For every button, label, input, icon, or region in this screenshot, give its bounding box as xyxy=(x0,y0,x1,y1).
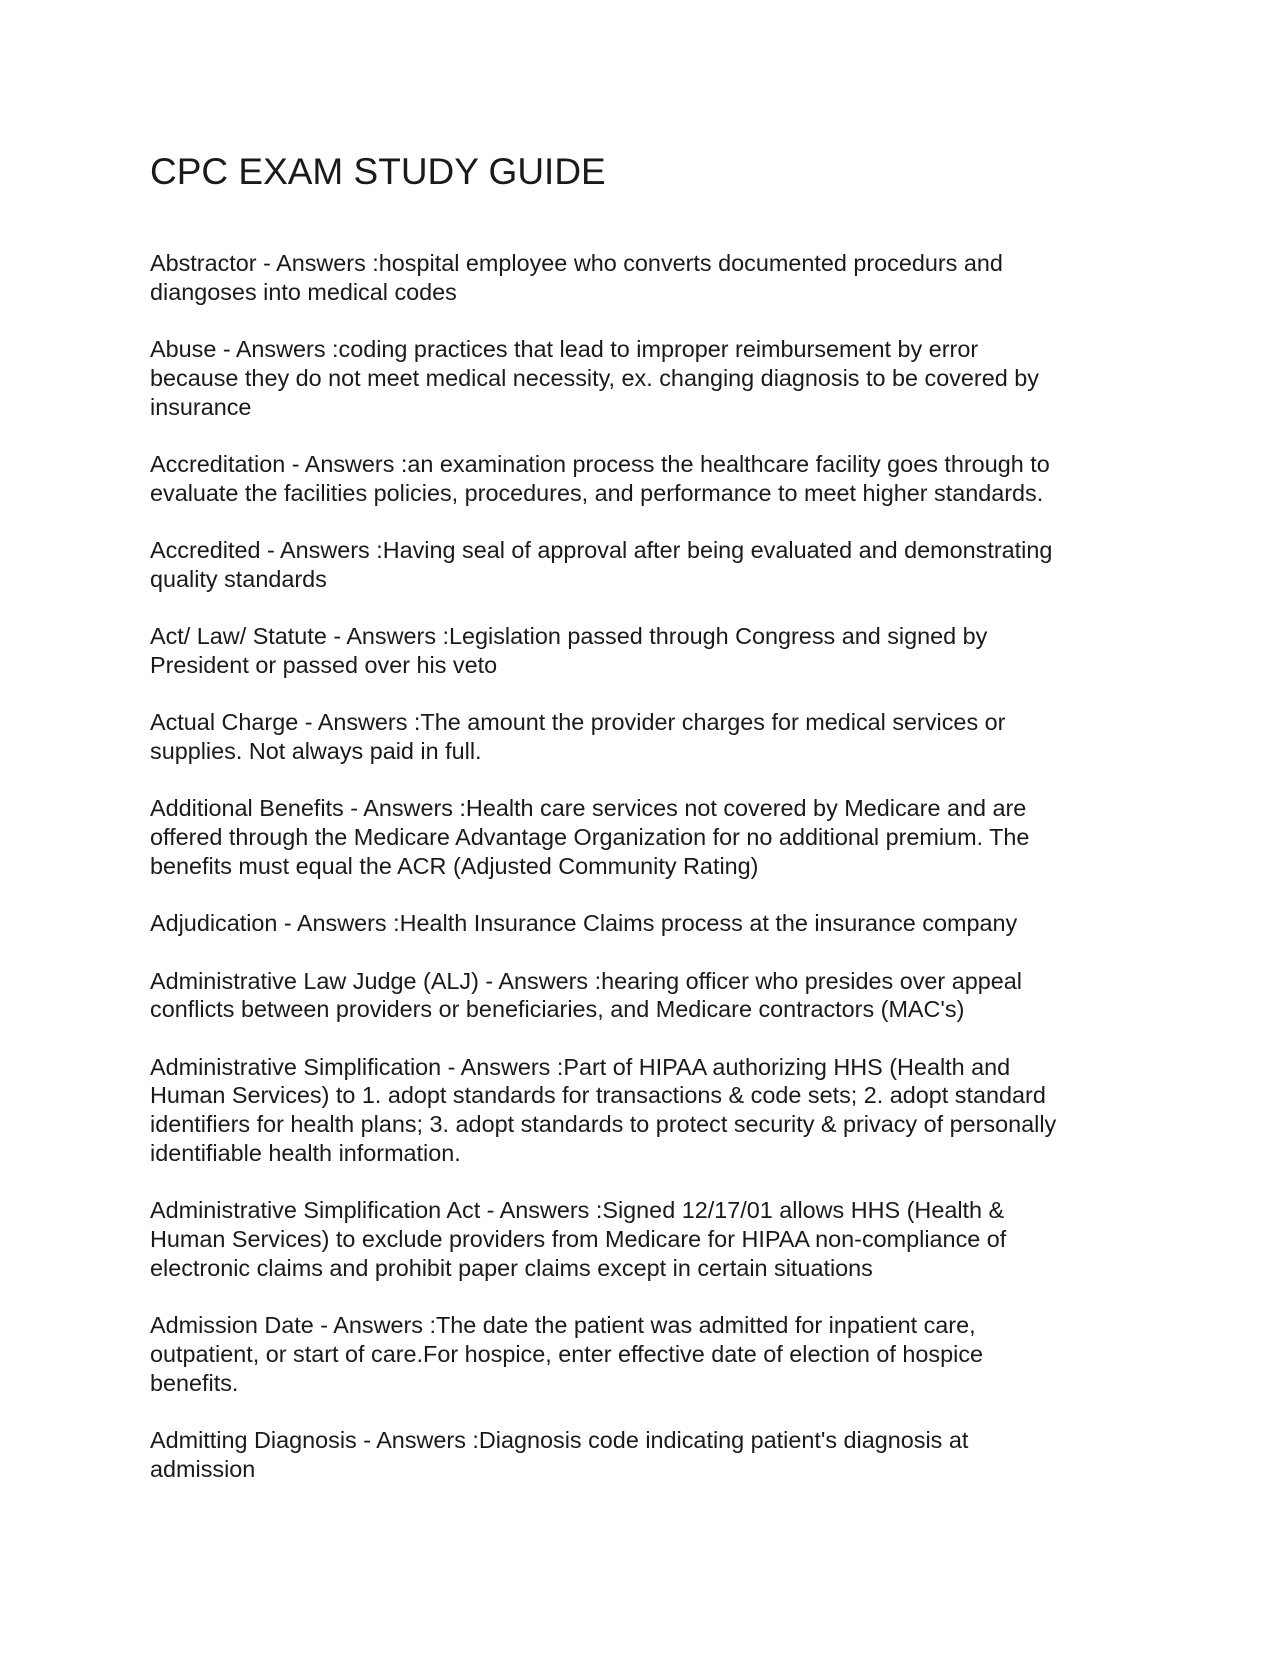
glossary-entry-administrative-simplification-act xyxy=(150,1196,1130,1282)
entry-line: Admission Date - Answers :The date the patient was admitted for inpatient care, xyxy=(150,1312,976,1339)
entry-line: benefits must equal the ACR (Adjusted Community Rating) xyxy=(150,852,759,879)
entry-line: Administrative Simplification Act - Answers :Signed 12/17/01 allows HHS (Health & xyxy=(150,1197,1005,1224)
entry-line: Additional Benefits - Answers :Health care services not covered by Medicare and are xyxy=(150,795,1027,822)
entry-line: Act/ Law/ Statute - Answers :Legislation passed through Congress and signed by xyxy=(150,623,988,650)
entry-line: benefits. xyxy=(150,1369,239,1396)
glossary-entry-adjudication xyxy=(150,909,1130,938)
entry-line: admission xyxy=(150,1455,256,1482)
page-title: CPC EXAM STUDY GUIDE xyxy=(150,151,606,192)
glossary-entry-act-law-statute xyxy=(150,622,1130,680)
glossary-entry-administrative-law-judge xyxy=(150,967,1130,1025)
entry-line: Administrative Simplification - Answers :Part of HIPAA authorizing HHS (Health and xyxy=(150,1053,1011,1080)
entry-line: Accreditation - Answers :an examination process the healthcare facility goes through to xyxy=(150,450,1050,477)
entry-line: evaluate the facilities policies, procedures, and performance to meet higher standards. xyxy=(150,479,1044,506)
entry-line: supplies. Not always paid in full. xyxy=(150,738,482,765)
entry-line: Human Services) to exclude providers from Medicare for HIPAA non-compliance of xyxy=(150,1226,1007,1253)
glossary-entry-administrative-simplification xyxy=(150,1053,1130,1168)
glossary-entry-additional-benefits xyxy=(150,794,1130,880)
entry-line: Accredited - Answers :Having seal of approval after being evaluated and demonstrating xyxy=(150,537,1053,564)
glossary-entry-actual-charge xyxy=(150,708,1130,766)
entry-line: offered through the Medicare Advantage Organization for no additional premium. The xyxy=(150,824,1030,851)
entry-line: because they do not meet medical necessity, ex. changing diagnosis to be covered by xyxy=(150,364,1039,391)
entry-line: identifiers for health plans; 3. adopt standards to protect security & privacy of personally xyxy=(150,1111,1057,1138)
glossary-entry-accreditation xyxy=(150,450,1130,508)
entry-line: electronic claims and prohibit paper claims except in certain situations xyxy=(150,1254,873,1281)
entry-line: Admitting Diagnosis - Answers :Diagnosis code indicating patient's diagnosis at xyxy=(150,1427,969,1454)
entry-line: President or passed over his veto xyxy=(150,651,498,678)
entry-line: Abuse - Answers :coding practices that lead to improper reimbursement by error xyxy=(150,336,979,363)
entry-line: Abstractor - Answers :hospital employee who converts documented procedurs and xyxy=(150,250,1003,276)
glossary-entry-abstractor xyxy=(150,249,1130,307)
entry-line: diangoses into medical codes xyxy=(150,278,457,305)
glossary-entry-accredited xyxy=(150,536,1130,594)
glossary-entry-admitting-diagnosis xyxy=(150,1426,1130,1484)
entry-line: Human Services) to 1. adopt standards for transactions & code sets; 2. adopt standard xyxy=(150,1082,1046,1109)
entry-line: Adjudication - Answers :Health Insurance Claims process at the insurance company xyxy=(150,910,1018,937)
glossary-entry-abuse xyxy=(150,335,1130,421)
entry-line: outpatient, or start of care.For hospice, enter effective date of election of hospice xyxy=(150,1341,984,1368)
entry-line: identifiable health information. xyxy=(150,1140,461,1167)
entry-line: conflicts between providers or beneficiaries, and Medicare contractors (MAC's) xyxy=(150,996,965,1023)
entry-line: quality standards xyxy=(150,565,327,592)
entry-line: Actual Charge - Answers :The amount the provider charges for medical services or xyxy=(150,709,1006,736)
glossary-entry-admission-date xyxy=(150,1311,1130,1397)
glossary-list xyxy=(150,249,1130,1512)
entry-line: Administrative Law Judge (ALJ) - Answers :hearing officer who presides over appeal xyxy=(150,967,1022,994)
entry-line: insurance xyxy=(150,393,252,420)
